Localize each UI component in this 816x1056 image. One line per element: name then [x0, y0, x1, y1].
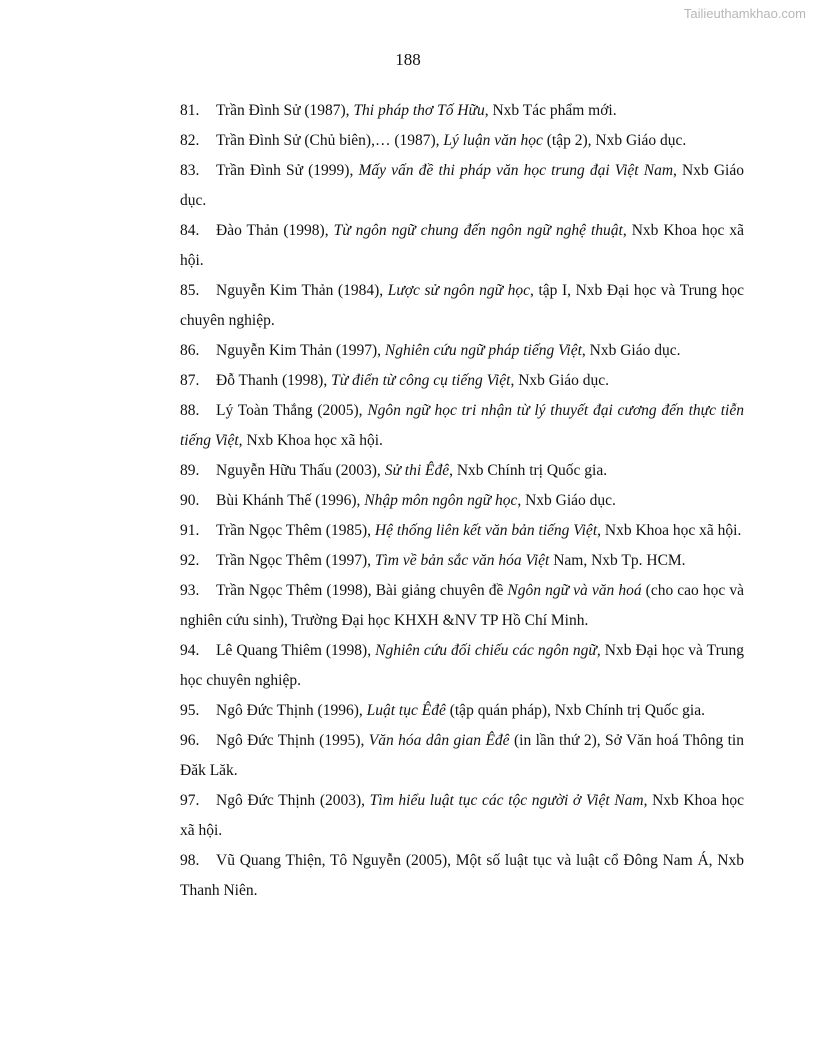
reference-title: Tìm về bản sắc văn hóa Việt — [374, 552, 550, 569]
reference-author-year: Trần Ngọc Thêm (1998), Bài giảng chuyên đề — [216, 582, 508, 599]
reference-title: Nghiên cứu đối chiếu các ngôn ngữ — [375, 642, 597, 659]
reference-number: 86. — [180, 342, 200, 359]
reference-item — [180, 396, 744, 456]
reference-title: Thi pháp thơ Tố Hữu — [353, 102, 485, 119]
reference-title: Văn hóa dân gian Êđê — [368, 732, 510, 749]
reference-item — [180, 486, 744, 516]
reference-author-year: Nguyễn Kim Thản (1997), — [216, 342, 385, 359]
reference-title: Từ ngôn ngữ chung đến ngôn ngữ nghệ thuật — [333, 222, 623, 239]
reference-author-year: Bùi Khánh Thế (1996), — [216, 492, 365, 509]
reference-publisher: , Nxb Giáo dục. — [517, 492, 616, 509]
reference-number: 98. — [180, 852, 200, 869]
reference-number: 84. — [180, 222, 200, 239]
reference-author-year: Trần Ngọc Thêm (1985), — [216, 522, 375, 539]
reference-number: 87. — [180, 372, 200, 389]
reference-title: Ngôn ngữ học tri nhận từ lý thuyết đại cương đến thực tiễn tiếng Việt, — [180, 402, 744, 449]
reference-number: 93. — [180, 582, 200, 599]
reference-publisher: (cho cao học và nghiên cứu sinh), Trường Đại học KHXH &NV TP Hồ Chí Minh. — [180, 582, 744, 629]
reference-item — [180, 216, 744, 276]
reference-author-year: Đào Thản (1998), — [216, 222, 334, 239]
reference-list — [180, 96, 744, 906]
reference-title: Tìm hiểu luật tục các tộc người ở Việt Nam — [369, 792, 644, 809]
reference-title: Ngôn ngữ và văn hoá — [507, 582, 642, 599]
reference-item — [180, 456, 744, 486]
reference-author-year: Lý Toàn Thắng (2005), — [216, 402, 368, 419]
reference-item — [180, 126, 744, 156]
reference-title: Sử thi Êđê — [384, 462, 450, 479]
reference-publisher: , Nxb Khoa học xã hội. — [597, 522, 742, 539]
reference-author-year: Ngô Đức Thịnh (1995), — [216, 732, 369, 749]
reference-item — [180, 336, 744, 366]
reference-publisher: , Nxb Khoa học xã hội. — [180, 222, 744, 269]
reference-item — [180, 276, 744, 336]
reference-number: 91. — [180, 522, 200, 539]
reference-item — [180, 576, 744, 636]
reference-author-year: Trần Ngọc Thêm (1997), — [216, 552, 375, 569]
reference-publisher: Nam, Nxb Tp. HCM. — [549, 552, 686, 569]
reference-number: 97. — [180, 792, 200, 809]
reference-publisher: , Nxb Giáo dục. — [581, 342, 681, 359]
reference-item — [180, 366, 744, 396]
reference-publisher: (tập quán pháp), Nxb Chính trị Quốc gia. — [445, 702, 705, 719]
reference-number: 90. — [180, 492, 200, 509]
reference-title: Hệ thống liên kết văn bản tiếng Việt — [374, 522, 598, 539]
reference-publisher: (in lần thứ 2), Sở Văn hoá Thông tin Đăk Lăk. — [180, 732, 744, 779]
reference-author-year: Vũ Quang Thiện, Tô Nguyễn (2005), Một số luật tục và luật cổ Đông Nam Á, Nxb Thanh Niên. — [180, 852, 744, 899]
reference-publisher: , Nxb Khoa học xã hội. — [180, 792, 744, 839]
reference-item — [180, 156, 744, 216]
reference-author-year: Trần Đình Sử (1987), — [216, 102, 354, 119]
reference-item — [180, 786, 744, 846]
reference-number: 81. — [180, 102, 200, 119]
reference-publisher: (tập 2), Nxb Giáo dục. — [542, 132, 687, 149]
reference-number: 96. — [180, 732, 200, 749]
reference-number: 88. — [180, 402, 200, 419]
reference-item — [180, 726, 744, 786]
reference-author-year: Lê Quang Thiêm (1998), — [216, 642, 376, 659]
reference-item — [180, 546, 744, 576]
reference-publisher: , Nxb Giáo dục. — [180, 162, 744, 209]
reference-number: 94. — [180, 642, 200, 659]
reference-author-year: Nguyễn Kim Thản (1984), — [216, 282, 388, 299]
reference-publisher: , Nxb Giáo dục. — [510, 372, 610, 389]
reference-item — [180, 516, 744, 546]
reference-author-year: Nguyễn Hữu Thấu (2003), — [216, 462, 385, 479]
reference-publisher: , Nxb Tác phẩm mới. — [484, 102, 617, 119]
reference-author-year: Đỗ Thanh (1998), — [216, 372, 332, 389]
reference-number: 83. — [180, 162, 200, 179]
reference-title: Nhập môn ngôn ngữ học — [364, 492, 518, 509]
watermark: Tailieuthamkhao.com — [683, 6, 806, 21]
reference-item — [180, 96, 744, 126]
reference-item — [180, 846, 744, 906]
reference-publisher: , Nxb Chính trị Quốc gia. — [449, 462, 608, 479]
reference-title: Luật tục Êđê — [366, 702, 446, 719]
reference-publisher: , Nxb Đại học và Trung học chuyên nghiệp. — [180, 642, 744, 689]
reference-number: 85. — [180, 282, 200, 299]
page-number: 188 — [395, 50, 421, 69]
reference-author-year: Ngô Đức Thịnh (1996), — [216, 702, 367, 719]
reference-title: Nghiên cứu ngữ pháp tiếng Việt — [384, 342, 582, 359]
reference-item — [180, 696, 744, 726]
reference-number: 89. — [180, 462, 200, 479]
reference-title: Từ điển từ công cụ tiếng Việt — [331, 372, 511, 389]
reference-title: Mấy vấn đề thi pháp văn học trung đại Việt Nam — [358, 162, 674, 179]
reference-author-year: Trần Đình Sử (Chủ biên),… (1987), — [216, 132, 444, 149]
reference-title: Lược sử ngôn ngữ học — [387, 282, 531, 299]
reference-number: 82. — [180, 132, 200, 149]
reference-publisher: Nxb Khoa học xã hội. — [242, 432, 383, 449]
reference-title: Lý luận văn học — [443, 132, 543, 149]
reference-item — [180, 636, 744, 696]
reference-number: 92. — [180, 552, 200, 569]
reference-author-year: Trần Đình Sử (1999), — [216, 162, 359, 179]
reference-publisher: , tập I, Nxb Đại học và Trung học chuyên nghiệp. — [180, 282, 744, 329]
reference-author-year: Ngô Đức Thịnh (2003), — [216, 792, 370, 809]
reference-number: 95. — [180, 702, 200, 719]
